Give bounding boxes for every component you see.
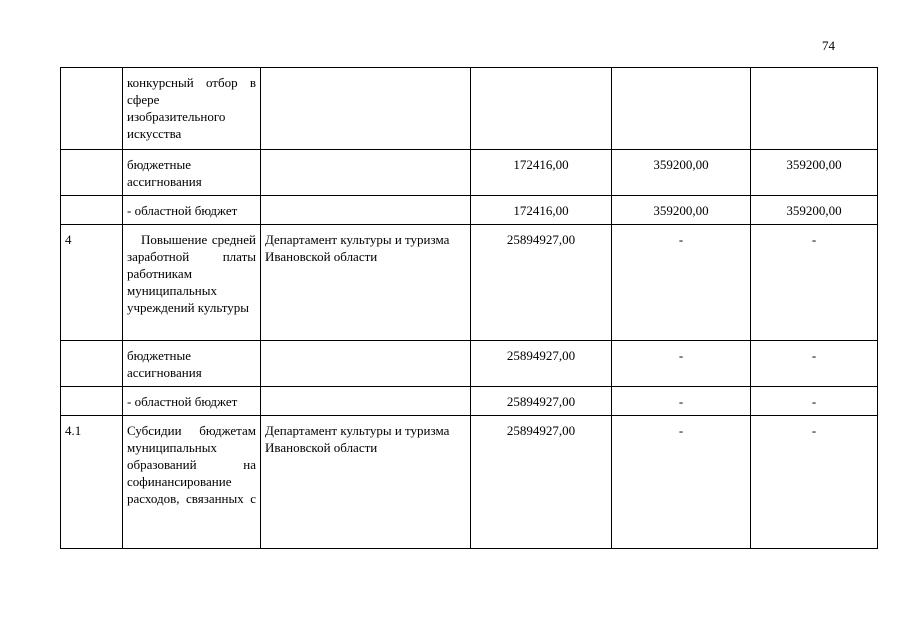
row-description-text: Повышение средней заработной платы работникам муниципальных учреждений культуры [127, 232, 256, 315]
row-value-3: - [751, 225, 878, 341]
row-value-2: - [612, 416, 751, 549]
row-value-3: - [751, 416, 878, 549]
row-value-2 [612, 68, 751, 150]
row-organization [261, 341, 471, 387]
table-row [61, 416, 878, 549]
table-row [61, 68, 878, 150]
row-value-2: - [612, 387, 751, 416]
row-index: 4.1 [61, 416, 123, 549]
row-organization [261, 68, 471, 150]
row-organization [261, 196, 471, 225]
row-description: Субсидии бюджетам муниципальных образований на софинансирование расходов, связанных с [123, 416, 261, 549]
row-value-3: - [751, 387, 878, 416]
row-value-1: 25894927,00 [471, 416, 612, 549]
table-row [61, 196, 878, 225]
row-value-1 [471, 68, 612, 150]
row-index [61, 341, 123, 387]
row-value-3: 359200,00 [751, 196, 878, 225]
row-organization: Департамент культуры и туризма Ивановской области [261, 416, 471, 549]
row-description: - областной бюджет [123, 196, 261, 225]
table-row [61, 341, 878, 387]
table-row [61, 387, 878, 416]
table-row [61, 150, 878, 196]
row-index [61, 150, 123, 196]
row-value-2: - [612, 225, 751, 341]
row-index [61, 68, 123, 150]
row-value-3: 359200,00 [751, 150, 878, 196]
row-value-3 [751, 68, 878, 150]
row-organization: Департамент культуры и туризма Ивановской области [261, 225, 471, 341]
row-description: конкурсный отбор в сфере изобразительного искусства [123, 68, 261, 150]
row-description: бюджетные ассигнования [123, 341, 261, 387]
row-description [123, 225, 261, 341]
row-value-1: 172416,00 [471, 150, 612, 196]
row-value-1: 25894927,00 [471, 341, 612, 387]
row-description: бюджетные ассигнования [123, 150, 261, 196]
row-index [61, 387, 123, 416]
page-number: 74 [822, 38, 835, 53]
row-value-2: 359200,00 [612, 150, 751, 196]
row-index [61, 196, 123, 225]
row-organization [261, 150, 471, 196]
row-value-3: - [751, 341, 878, 387]
budget-table [60, 67, 878, 549]
row-value-1: 25894927,00 [471, 225, 612, 341]
row-description: - областной бюджет [123, 387, 261, 416]
row-value-2: 359200,00 [612, 196, 751, 225]
row-value-1: 25894927,00 [471, 387, 612, 416]
row-value-2: - [612, 341, 751, 387]
row-value-1: 172416,00 [471, 196, 612, 225]
row-organization [261, 387, 471, 416]
table-row [61, 225, 878, 341]
row-index: 4 [61, 225, 123, 341]
